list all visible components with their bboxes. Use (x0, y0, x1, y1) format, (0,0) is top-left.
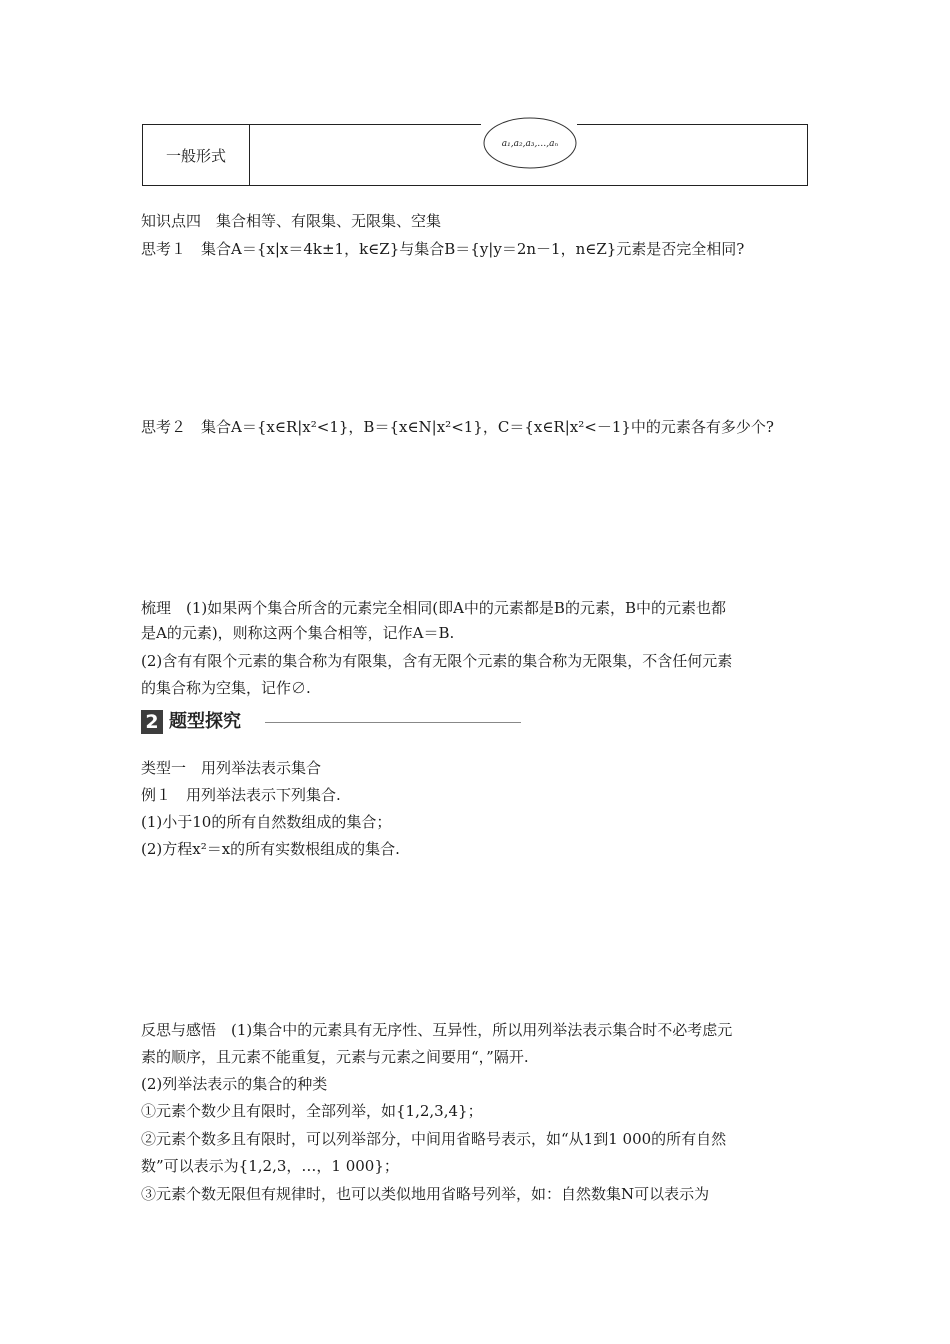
reflection-line-3: (2)列举法表示的集合的种类 (141, 1075, 328, 1093)
table-divider (249, 125, 250, 185)
summary-line-1: 梳理 (1)如果两个集合所含的元素完全相同(即A中的元素都是B的元素，B中的元素也都 (141, 599, 726, 617)
reflection-line-1: 反思与感悟 (1)集合中的元素具有无序性、互异性，所以用列举法表示集合时不必考虑元 (141, 1021, 733, 1039)
reflection-line-5: ②元素个数多且有限时，可以列举部分，中间用省略号表示，如“从1到1 000的所有自然 (141, 1130, 727, 1148)
knowledge-heading: 知识点四 集合相等、有限集、无限集、空集 (141, 212, 442, 230)
summary-line-4: 的集合称为空集，记作∅. (141, 679, 311, 697)
summary-line-2: 是A的元素)，则称这两个集合相等，记作A＝B. (141, 624, 455, 642)
example1-item1: (1)小于10的所有自然数组成的集合； (141, 813, 392, 831)
summary-line-3: (2)含有有限个元素的集合称为有限集，含有无限个元素的集合称为无限集，不含任何元素 (141, 652, 733, 670)
think-question-2: 思考２ 集合A＝{x∈R|x²<1}，B＝{x∈N|x²<1}，C＝{x∈R|x²<－1}中的元素各有多少个? (141, 418, 774, 436)
reflection-line-4: ①元素个数少且有限时，全部列举，如{1,2,3,4}； (141, 1102, 483, 1120)
set-ellipse-diagram (480, 115, 580, 171)
ellipse-elements-text: a₁,a₂,a₃,…,aₙ (501, 139, 559, 149)
example1: 例１ 用列举法表示下列集合. (141, 786, 341, 804)
reflection-line-6: 数”可以表示为{1,2,3，…，1 000}； (141, 1157, 399, 1175)
reflection-line-2: 素的顺序，且元素不能重复，元素与元素之间要用“，”隔开. (141, 1048, 529, 1066)
table-row-label: 一般形式 (165, 146, 226, 165)
section-header (141, 708, 521, 736)
section-title: 题型探究 (169, 711, 241, 732)
section-rule (265, 722, 521, 723)
general-form-table (142, 124, 808, 186)
think-question-1: 思考１ 集合A＝{x|x＝4k±1，k∈Z}与集合B＝{y|y＝2n－1，n∈Z}元素是否完全相同? (141, 240, 745, 258)
reflection-line-7: ③元素个数无限但有规律时，也可以类似地用省略号列举，如：自然数集N可以表示为 (141, 1185, 710, 1203)
example1-item2: (2)方程x²＝x的所有实数根组成的集合. (141, 840, 400, 858)
section-number-badge: 2 (141, 710, 163, 734)
type1-heading: 类型一 用列举法表示集合 (141, 759, 322, 777)
